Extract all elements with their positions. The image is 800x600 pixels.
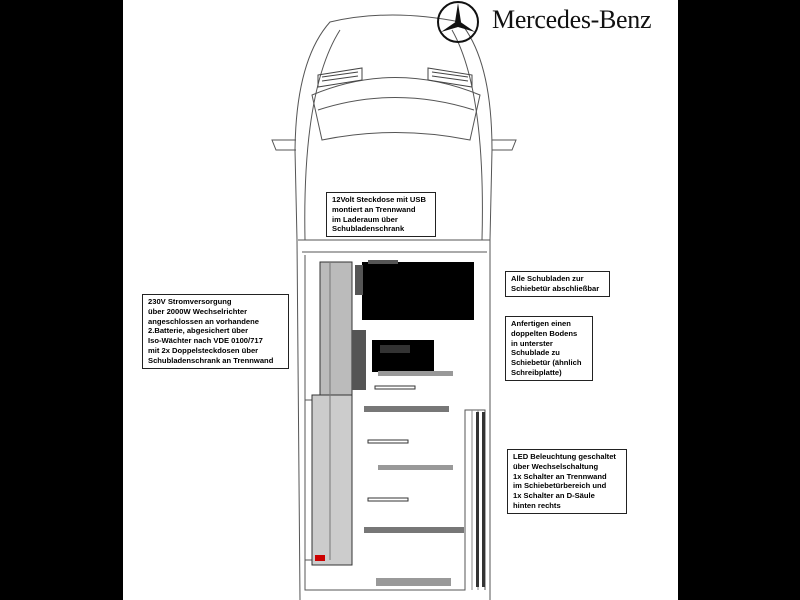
led-lighting-note: LED Beleuchtung geschaltet über Wechselschaltung 1x Schalter an Trennwand im Schiebetürbereich und 1x Schalter an D-Säule hinten rechts [507, 449, 627, 514]
mirror-left [272, 140, 296, 150]
brand-name: Mercedes-Benz [492, 5, 652, 34]
mercedes-star-icon [435, 0, 481, 46]
brand-header [435, 0, 675, 44]
drawers [364, 371, 464, 586]
power-supply-note: 230V Stromversorgung über 2000W Wechselrichter angeschlossen an vorhandene 2.Batterie, abgesichert über Iso-Wächter nach VDE 0100/717 mit 2x Doppelsteckdosen über Schubladenschrank an Trennwand [142, 294, 289, 369]
usb-socket-note: 12Volt Steckdose mit USB montiert an Trennwand im Laderaum über Schubladenschrank [326, 192, 436, 237]
rear-light [315, 555, 325, 561]
drawers-lockable-note: Alle Schubladen zur Schiebetür abschließbar [505, 271, 610, 297]
mirror-right [492, 140, 516, 150]
storage-unit [362, 262, 474, 320]
led-strip [476, 412, 485, 587]
inverter [372, 340, 434, 372]
double-floor-note: Anfertigen einen doppelten Bodens in unterster Schublade zu Schiebetür (ähnlich Schreibplatte) [505, 316, 593, 381]
